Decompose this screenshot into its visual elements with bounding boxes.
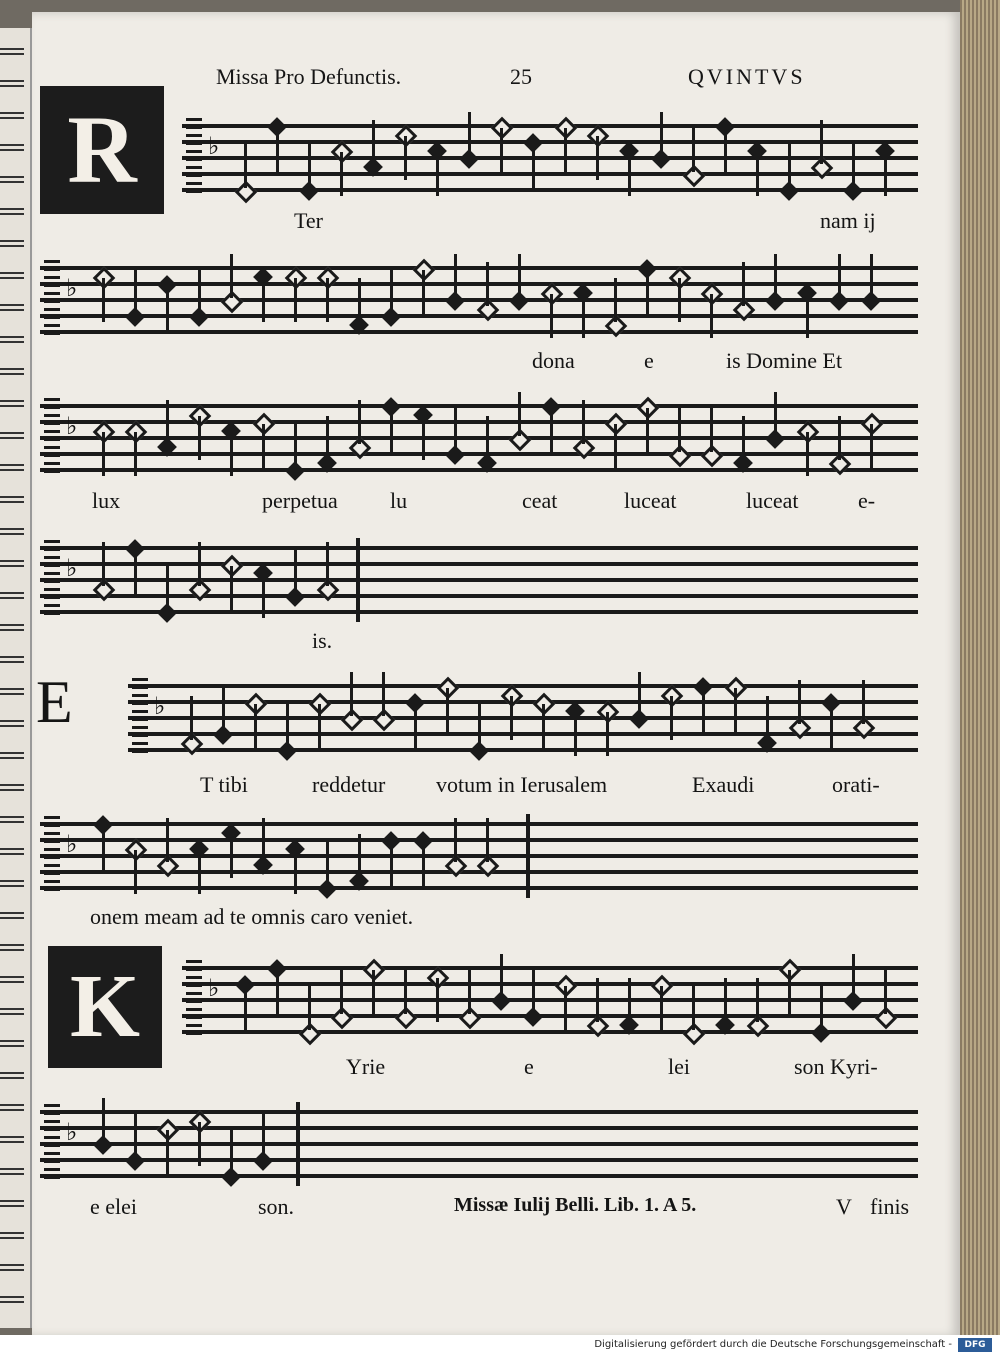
lyric-4-is: is. [312,628,333,653]
lyric-5-orati: orati- [832,772,880,797]
note-stem [350,672,353,716]
note-stem [660,112,663,156]
note-stem [286,704,289,748]
lyric-3-lu: lu [390,488,408,513]
note-stem [198,850,201,894]
note-stem [198,542,201,586]
note-stem [478,704,481,748]
note-stem [870,424,873,468]
signature-line: Missæ Iulij Belli. Lib. 1. A 5. [454,1194,697,1216]
flat-sign-icon: ♭ [66,832,78,858]
staff-2 [40,266,918,334]
left-page-text-fragment [0,1296,24,1306]
note-stem [820,986,823,1030]
staff-7 [182,966,918,1034]
note-stem [166,286,169,330]
left-page-text-fragment [0,528,24,538]
part-name: QVINTVS [688,64,806,89]
note-stem [102,432,105,476]
lyric-5-reddetur: reddetur [312,772,386,797]
note-stem [294,278,297,322]
lyric-8-son: son. [258,1194,295,1219]
note-stem [646,408,649,452]
left-page-text-fragment [0,848,24,858]
note-stem [102,1098,105,1142]
left-page-text-fragment [0,624,24,634]
staff-line [182,140,918,144]
note-stem [198,270,201,314]
note-stem [710,408,713,452]
page-number: 25 [510,64,532,89]
left-page-text-fragment [0,560,24,570]
lyric-7-e: e [524,1054,534,1079]
note-stem [852,144,855,188]
note-stem [542,704,545,748]
c-clef-icon [44,1104,60,1184]
note-stem [358,278,361,322]
note-stem [756,978,759,1022]
note-stem [134,550,137,594]
left-page-text-fragment [0,1200,24,1210]
flat-sign-icon: ♭ [66,556,78,582]
note-stem [166,818,169,862]
note-stem [340,970,343,1014]
note-stem [262,818,265,862]
c-clef-icon [186,960,202,1040]
note-stem [454,254,457,298]
flat-sign-icon: ♭ [66,276,78,302]
lyric-7-lei: lei [668,1054,690,1079]
note-stem [852,954,855,998]
lyric-5-votum: votum in Ierusalem [436,772,608,797]
left-page-text-fragment [0,112,24,122]
note-stem [446,688,449,732]
left-page-text-fragment [0,720,24,730]
left-page-text-fragment [0,592,24,602]
staff-line [40,330,918,334]
note-stem [468,112,471,156]
left-page-text-fragment [0,1072,24,1082]
c-clef-icon [44,260,60,340]
lyric-1-nam: nam ij [820,208,876,233]
note-stem [166,400,169,444]
note-stem [134,432,137,476]
left-page-text-fragment [0,1168,24,1178]
note-stem [596,136,599,180]
note-stem [454,408,457,452]
left-page-text-fragment [0,48,24,58]
final-barline [356,538,360,622]
left-page-text-fragment [0,880,24,890]
left-page-text-fragment [0,1104,24,1114]
staff-line [40,314,918,318]
note-stem [582,294,585,338]
note-stem [742,262,745,306]
staff-6 [40,822,918,890]
lyric-2-dona: dona [532,348,575,373]
note-stem [414,704,417,748]
note-stem [678,408,681,452]
note-stem [838,416,841,460]
staff-line [40,822,918,826]
note-stem [500,954,503,998]
staff-line [40,420,918,424]
lyric-7-son-kyri: son Kyri- [794,1054,878,1079]
note-stem [500,128,503,172]
note-stem [724,978,727,1022]
note-stem [326,542,329,586]
lyric-3-lux: lux [92,488,121,513]
note-stem [788,970,791,1014]
note-stem [614,278,617,322]
note-stem [166,1130,169,1174]
c-clef-icon [132,678,148,758]
digitization-footer [0,1335,1000,1357]
note-stem [606,712,609,756]
lyric-2-e: e [644,348,654,373]
note-stem [254,704,257,748]
lyric-5-t-tibi: T tibi [200,772,248,797]
flat-sign-icon: ♭ [154,694,166,720]
note-stem [294,424,297,468]
note-stem [756,152,759,196]
note-stem [422,270,425,314]
lyric-3-perpetua: perpetua [262,488,338,513]
note-stem [230,834,233,878]
left-page-text-fragment [0,912,24,922]
note-stem [742,416,745,460]
note-stem [550,294,553,338]
note-stem [102,542,105,586]
note-stem [262,574,265,618]
left-page-edge [0,28,32,1328]
staff-line [40,886,918,890]
note-stem [710,294,713,338]
note-stem [318,704,321,748]
note-stem [326,416,329,460]
note-stem [724,128,727,172]
staff-line [128,748,918,752]
note-stem [862,680,865,724]
note-stem [358,400,361,444]
note-stem [102,278,105,322]
note-stem [628,978,631,1022]
note-stem [326,842,329,886]
note-stem [358,834,361,878]
left-page-text-fragment [0,816,24,826]
final-barline [526,814,530,898]
note-stem [774,254,777,298]
note-stem [678,278,681,322]
lyric-7-yrie: Yrie [346,1054,386,1079]
note-stem [308,986,311,1030]
note-stem [230,566,233,610]
note-stem [798,680,801,724]
note-stem [372,970,375,1014]
left-page-text-fragment [0,368,24,378]
left-page-text-fragment [0,1232,24,1242]
note-stem [244,986,247,1030]
left-page-text-fragment [0,784,24,794]
staff-line [40,404,918,408]
note-stem [198,1122,201,1166]
note-stem [262,424,265,468]
note-stem [564,128,567,172]
note-stem [638,672,641,716]
note-stem [326,278,329,322]
note-stem [276,128,279,172]
note-stem [766,696,769,740]
note-stem [510,696,513,740]
note-stem [454,818,457,862]
lyric-3-e: e- [858,488,876,513]
left-page-text-fragment [0,752,24,762]
note-stem [702,688,705,732]
left-page-text-fragment [0,496,24,506]
note-stem [692,986,695,1030]
staff-line [40,298,918,302]
left-page-text-fragment [0,432,24,442]
staff-line [182,1030,918,1034]
note-stem [582,400,585,444]
note-stem [774,392,777,436]
left-page-text-fragment [0,240,24,250]
staff-4 [40,546,918,614]
left-page-text-fragment [0,976,24,986]
c-clef-icon [44,398,60,478]
staff-line [40,578,918,582]
staff-line [182,998,918,1002]
left-page-text-fragment [0,656,24,666]
staff-line [40,546,918,550]
note-stem [262,278,265,322]
c-clef-icon [44,540,60,620]
lyric-2-domine: is Domine Et [726,348,843,373]
staff-8 [40,1110,918,1178]
note-stem [660,986,663,1030]
note-stem [190,696,193,740]
note-stem [390,842,393,886]
left-page-text-fragment [0,1264,24,1274]
mass-title: Missa Pro Defunctis. [216,64,402,89]
left-page-text-fragment [0,208,24,218]
flat-sign-icon: ♭ [208,976,220,1002]
note-stem [262,1114,265,1158]
note-stem [134,1114,137,1158]
note-stem [870,254,873,298]
final-barline [296,1102,300,1186]
note-stem [518,392,521,436]
note-stem [646,270,649,314]
staff-line [182,1014,918,1018]
left-page-text-fragment [0,400,24,410]
note-stem [734,688,737,732]
staff-line [40,468,918,472]
note-stem [550,408,553,452]
staff-line [182,982,918,986]
note-stem [486,818,489,862]
plain-initial-e: E [36,669,73,735]
lyric-8-e-elei: e elei [90,1194,138,1219]
note-stem [294,850,297,894]
decorated-initial-k: K [48,946,162,1068]
staff-line [40,1174,918,1178]
book-page-edges [960,0,1000,1340]
note-stem [422,416,425,460]
staff-line [182,124,918,128]
note-stem [422,842,425,886]
staff-line [182,188,918,192]
lyric-5-exaudi: Exaudi [692,772,755,797]
footer-credit: Digitalisierung gefördert durch die Deutsche Forschungsgemeinschaft - [594,1339,952,1350]
note-stem [628,152,631,196]
lyric-3-luceat-1: luceat [624,488,677,513]
note-stem [308,144,311,188]
note-stem [596,978,599,1022]
note-stem [134,850,137,894]
note-stem [382,672,385,716]
note-stem [134,270,137,314]
note-stem [518,254,521,298]
note-stem [788,144,791,188]
note-stem [830,704,833,748]
staff-line [40,1158,918,1162]
left-page-text-fragment [0,304,24,314]
note-stem [486,416,489,460]
note-stem [102,826,105,870]
staff-1 [182,124,918,192]
staff-line [40,1110,918,1114]
note-stem [276,970,279,1014]
note-stem [436,152,439,196]
left-page-text-fragment [0,144,24,154]
left-page-text-fragment [0,1040,24,1050]
note-stem [670,696,673,740]
note-stem [820,120,823,164]
note-stem [806,432,809,476]
left-page-text-fragment [0,80,24,90]
flat-sign-icon: ♭ [66,1120,78,1146]
note-stem [230,254,233,298]
staff-line [40,838,918,842]
note-stem [230,432,233,476]
left-page-text-fragment [0,336,24,346]
c-clef-icon [44,816,60,896]
note-stem [806,294,809,338]
note-stem [198,416,201,460]
note-stem [532,970,535,1014]
left-page-text-fragment [0,1008,24,1018]
part-mark: V [836,1194,852,1219]
note-stem [404,136,407,180]
staff-line [182,966,918,970]
note-stem [244,144,247,188]
staff-line [40,436,918,440]
note-stem [436,978,439,1022]
staff-line [40,266,918,270]
note-stem [486,262,489,306]
lyric-3-luceat-2: luceat [746,488,799,513]
staff-line [40,452,918,456]
staff-5 [128,684,918,752]
left-page-text-fragment [0,1136,24,1146]
staff-line [182,156,918,160]
flat-sign-icon: ♭ [208,134,220,160]
note-stem [390,408,393,452]
staff-line [182,172,918,176]
note-stem [564,986,567,1030]
left-page-text-fragment [0,176,24,186]
note-stem [884,970,887,1014]
lyric-3-ceat: ceat [522,488,558,513]
decorated-initial-r: R [40,86,164,214]
lyric-1-ter: Ter [294,208,323,233]
left-page-text-fragment [0,944,24,954]
left-page-text-fragment [0,688,24,698]
flat-sign-icon: ♭ [66,414,78,440]
note-stem [340,152,343,196]
note-stem [294,550,297,594]
note-stem [884,152,887,196]
note-stem [390,270,393,314]
staff-line [40,1142,918,1146]
note-stem [222,688,225,732]
lyric-6-onem: onem meam ad te omnis caro veniet. [90,904,414,929]
note-stem [532,144,535,188]
staff-3 [40,404,918,472]
note-stem [166,566,169,610]
dfg-logo: DFG [958,1338,992,1352]
staff-line [40,594,918,598]
note-stem [574,712,577,756]
finis-mark: finis [870,1194,910,1219]
note-stem [230,1130,233,1174]
left-page-text-fragment [0,272,24,282]
note-stem [692,128,695,172]
note-stem [372,120,375,164]
note-stem [838,254,841,298]
left-page-text-fragment [0,464,24,474]
note-stem [468,970,471,1014]
c-clef-icon [186,118,202,198]
music-page [32,12,960,1337]
note-stem [404,970,407,1014]
staff-line [40,562,918,566]
note-stem [614,424,617,468]
